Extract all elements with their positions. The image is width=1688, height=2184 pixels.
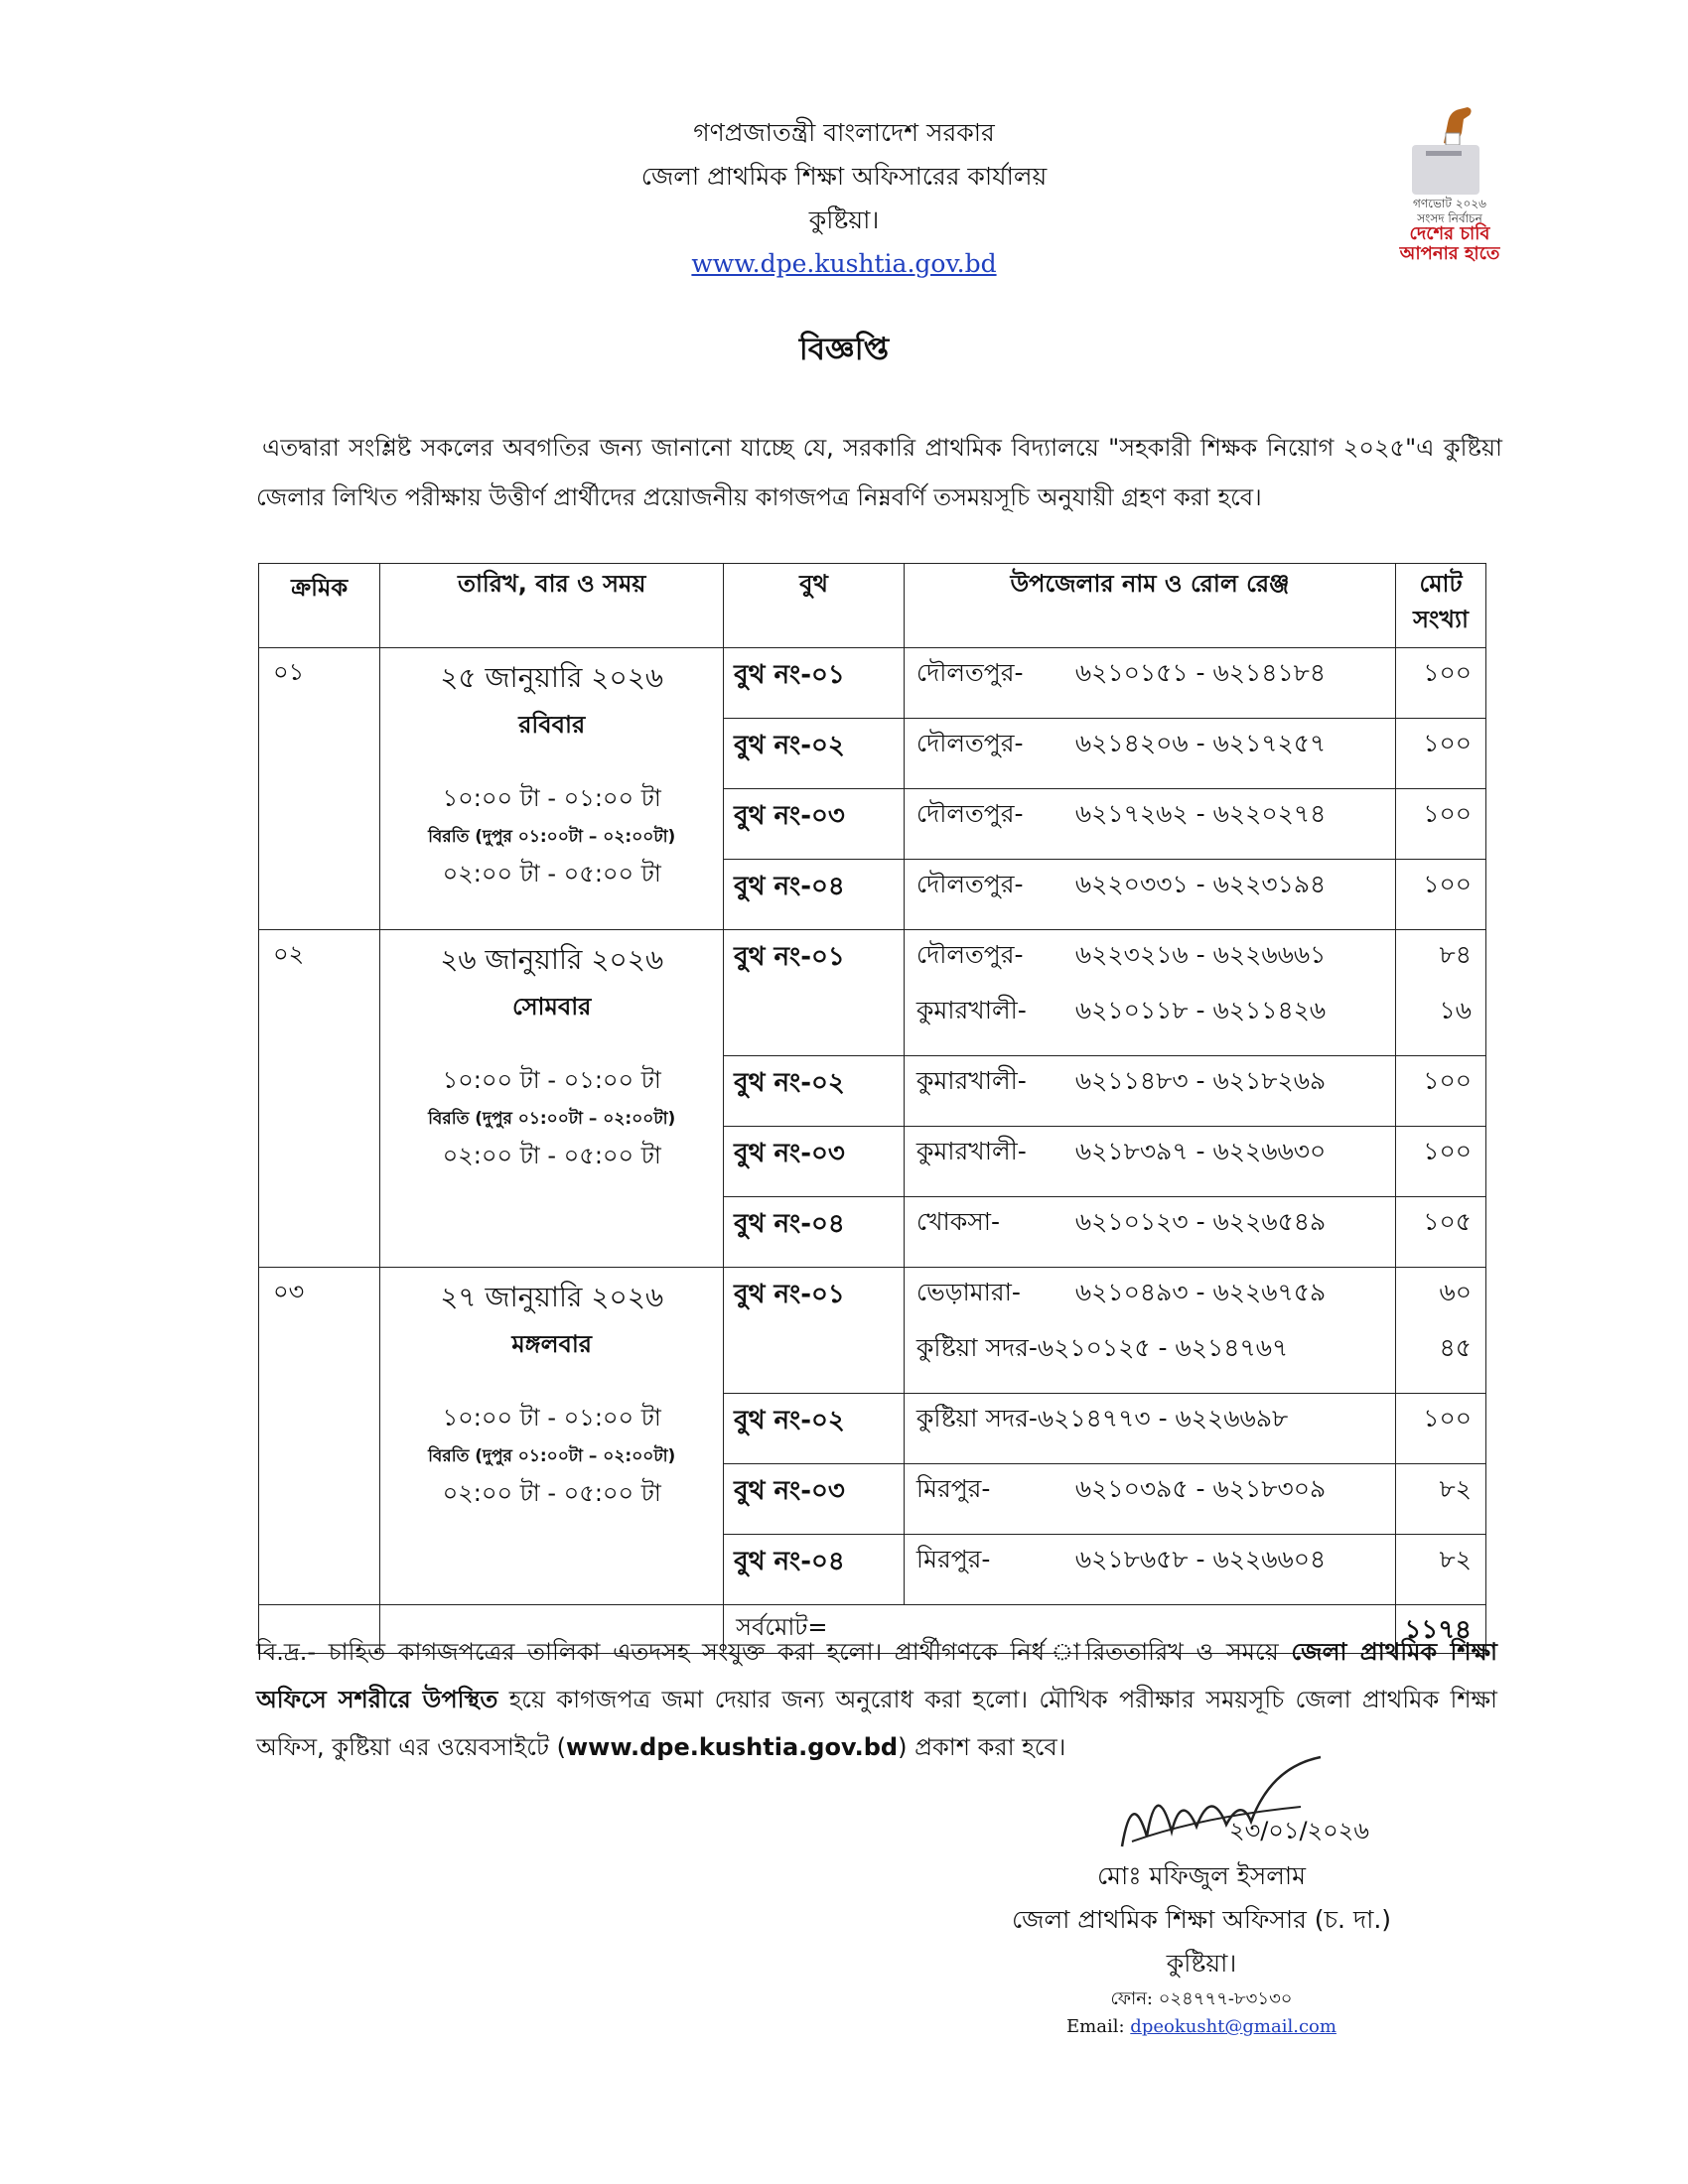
candidate-count: ১০০ (1423, 870, 1472, 898)
upazila-name: ভেড়ামারা- (915, 1278, 1021, 1306)
roll-range: ৬২২০৩৩১ - ৬২২৩১৯৪ (1074, 870, 1327, 898)
count-cell (1396, 860, 1486, 930)
signature-date: ২৩/০১/২০২৬ (1229, 1817, 1369, 1844)
date-cell (380, 1268, 724, 1605)
booth-cell: বুথ নং-০২ (724, 1394, 905, 1464)
range-cell (904, 1464, 1395, 1535)
booth-cell: বুথ নং-০৪ (724, 1197, 905, 1268)
candidate-count: ৬০ (1439, 1278, 1472, 1306)
candidate-count: ৪৫ (1439, 1333, 1472, 1362)
range-cell (904, 1268, 1395, 1394)
note-paragraph: বি.দ্র.- চাহিত কাগজপত্রের তালিকা এতদসহ সংযুক্ত করা হলো। প্রার্থীগণকে নির্ধ ারিততারিখ ও সময়ে জেলা প্রাথমিক শিক্ষা অফিসে সশরীরে উপস্থিত হয়ে কাগজপত্র জমা দেয়ার জন্য অনুরোধ করা হলো। মৌখিক পরীক্ষার সময়সূচি জেলা প্রাথমিক শিক্ষা অফিস, কুষ্টিয়া এর ওয়েবসাইটে (www.dpe.kushtia.gov.bd) প্রকাশ করা হবে। (256, 1638, 1497, 1761)
upazila-name: মিরপুর- (915, 1545, 991, 1573)
header-range: উপজেলার নাম ও রোল রেঞ্জ (904, 564, 1395, 648)
range-cell (904, 1394, 1395, 1464)
total-value: ১১৭৪ (1396, 1605, 1486, 1654)
date-cell (380, 930, 724, 1268)
upazila-name: দৌলতপুর- (915, 940, 1024, 969)
range-cell (904, 1535, 1395, 1605)
count-cell (1396, 1464, 1486, 1535)
candidate-count: ১০০ (1423, 799, 1472, 828)
count-cell (1396, 1394, 1486, 1464)
booth-cell: বুথ নং-০৪ (724, 860, 905, 930)
roll-range: ৬২১০১২৩ - ৬২২৬৫৪৯ (1074, 1207, 1327, 1236)
serial-cell: ০১ (259, 648, 380, 930)
upazila-name: দৌলতপুর- (915, 729, 1024, 757)
upazila-name: কুষ্টিয়া সদর- (915, 1333, 1038, 1362)
range-cell (904, 1056, 1395, 1127)
phone-number: ফোন: ০২৪৭৭৭-৮৩১৩০ (1110, 1988, 1293, 2009)
count-cell (1396, 1056, 1486, 1127)
booth-cell: বুথ নং-০১ (724, 930, 905, 1056)
candidate-count: ১৬ (1439, 996, 1472, 1024)
range-cell (904, 789, 1395, 860)
booth-cell: বুথ নং-০৪ (724, 1535, 905, 1605)
upazila-name: মিরপুর- (915, 1474, 991, 1503)
upazila-name: দৌলতপুর- (915, 799, 1024, 828)
header-count: মোট সংখ্যা (1396, 564, 1486, 648)
upazila-name: খোকসা- (915, 1207, 1001, 1236)
time-slot-afternoon: ০২:০০ টা - ০৫:০০ টা (442, 1479, 661, 1507)
logo-line2: সংসদ নির্বাচন (1417, 211, 1482, 225)
upazila-name: কুমারখালী- (915, 996, 1027, 1024)
notice-title: বিজ্ঞপ্তি (798, 332, 890, 367)
roll-range: ৬২১৮৩৯৭ - ৬২২৬৬৩০ (1074, 1137, 1327, 1165)
email-link[interactable]: dpeokusht@gmail.com (1130, 2016, 1336, 2037)
booth-cell: বুথ নং-০১ (724, 1268, 905, 1394)
total-label: সর্বমোট= (724, 1605, 1396, 1654)
count-cell (1396, 1197, 1486, 1268)
header-date: তারিখ, বার ও সময় (380, 564, 724, 648)
signer-place: কুষ্টিয়া। (1166, 1949, 1237, 1978)
break-time: বিরতি (দুপুর ০১:০০টা – ০২:০০টা) (428, 827, 676, 847)
exam-date: ২৭ জানুয়ারি ২০২৬ (440, 1281, 664, 1313)
header-booth: বুথ (724, 564, 905, 648)
range-cell (904, 860, 1395, 930)
office-location: কুষ্টিয়া। (808, 205, 880, 234)
candidate-count: ১০০ (1423, 1066, 1472, 1095)
intro-paragraph: এতদ্বারা সংশ্লিষ্ট সকলের অবগতির জন্য জানানো যাচ্ছে যে, সরকারি প্রাথমিক বিদ্যালয়ে "সহকারী শিক্ষক নিয়োগ ২০২৫"এ কুষ্টিয়া জেলার লিখিত পরীক্ষায় উত্তীর্ণ প্রার্থীদের প্রয়োজনীয় কাগজপত্র নিম্নবর্ণি তসময়সূচি অনুযায়ী গ্রহণ করা হবে। (256, 434, 1502, 511)
signer-name: মোঃ মফিজুল ইসলাম (1096, 1861, 1307, 1890)
time-slot-morning: ১০:০০ টা - ০১:০০ টা (442, 784, 661, 812)
candidate-count: ৮২ (1439, 1474, 1472, 1503)
roll-range: ৬২১০৪৯৩ - ৬২২৬৭৫৯ (1074, 1278, 1327, 1306)
booth-cell: বুথ নং-০৩ (724, 1127, 905, 1197)
booth-cell: বুথ নং-০৩ (724, 789, 905, 860)
govt-name: গণপ্রজাতন্ত্রী বাংলাদেশ সরকার (693, 118, 995, 147)
roll-range: ৬২১৮৬৫৮ - ৬২২৬৬০৪ (1074, 1545, 1327, 1573)
count-cell (1396, 1268, 1486, 1394)
website-link[interactable]: www.dpe.kushtia.gov.bd (691, 249, 997, 278)
range-cell (904, 1197, 1395, 1268)
note-bold-website: www.dpe.kushtia.gov.bd (565, 1733, 899, 1761)
candidate-count: ১০০ (1423, 658, 1472, 687)
range-cell (904, 1127, 1395, 1197)
count-cell (1396, 930, 1486, 1056)
ballot-hand-icon (1434, 103, 1476, 149)
roll-range: ৬২১০৩৯৫ - ৬২১৮৩০৯ (1074, 1474, 1327, 1503)
upazila-name: কুমারখালী- (915, 1066, 1027, 1095)
table-row (259, 648, 1486, 719)
exam-weekday: সোমবার (511, 993, 592, 1021)
exam-date: ২৬ জানুয়ারি ২০২৬ (440, 943, 664, 976)
candidate-count: ১০০ (1423, 1137, 1472, 1165)
range-cell (904, 719, 1395, 789)
signer-designation: জেলা প্রাথমিক শিক্ষা অফিসার (চ. দা.) (1011, 1905, 1392, 1934)
count-cell (1396, 648, 1486, 719)
exam-weekday: মঙ্গলবার (511, 1330, 592, 1358)
time-slot-morning: ১০:০০ টা - ০১:০০ টা (442, 1404, 661, 1432)
upazila-name: কুষ্টিয়া সদর- (915, 1404, 1038, 1433)
candidate-count: ১০০ (1423, 1404, 1472, 1433)
logo-line1: গণভোট ২০২৬ (1413, 197, 1486, 210)
exam-date: ২৫ জানুয়ারি ২০২৬ (440, 661, 664, 694)
exam-weekday: রবিবার (518, 711, 586, 739)
upazila-name: দৌলতপুর- (915, 870, 1024, 898)
signer-block (914, 1854, 1489, 1985)
logo-line3: দেশের চাবি (1409, 223, 1490, 244)
upazila-name: কুমারখালী- (915, 1137, 1027, 1165)
serial-cell: ০৩ (259, 1268, 380, 1605)
count-cell (1396, 719, 1486, 789)
office-name: জেলা প্রাথমিক শিক্ষা অফিসারের কার্যালয় (640, 162, 1048, 191)
time-slot-afternoon: ০২:০০ টা - ০৫:০০ টা (442, 860, 661, 887)
table-row (259, 930, 1486, 1056)
booth-cell: বুথ নং-০২ (724, 719, 905, 789)
logo-line4: আপনার হাতে (1399, 243, 1500, 264)
break-time: বিরতি (দুপুর ০১:০০টা – ০২:০০টা) (428, 1109, 676, 1129)
date-cell (380, 648, 724, 930)
roll-range: ৬২১৪২০৬ - ৬২১৭২৫৭ (1074, 729, 1327, 757)
range-cell (904, 648, 1395, 719)
roll-range: ৬২১০১৫১ - ৬২১৪১৮৪ (1074, 658, 1327, 687)
count-cell (1396, 789, 1486, 860)
booth-cell: বুথ নং-০১ (724, 648, 905, 719)
note-bold-office: জেলা প্রাথমিক শিক্ষা অফিসে সশরীরে উপস্থিত (256, 1638, 1497, 1713)
schedule-table (258, 563, 1486, 1654)
upazila-name: দৌলতপুর- (915, 658, 1024, 687)
roll-range: ৬২১০১১৮ - ৬২১১৪২৬ (1074, 996, 1327, 1024)
roll-range: ৬২১৪৭৭৩ - ৬২২৬৬৯৮ (1037, 1404, 1289, 1433)
candidate-count: ৮৪ (1439, 940, 1472, 969)
time-slot-afternoon: ০২:০০ টা - ০৫:০০ টা (442, 1142, 661, 1169)
roll-range: ৬২১০১২৫ - ৬২১৪৭৬৭ (1037, 1333, 1289, 1362)
table-row (259, 1268, 1486, 1394)
count-cell (1396, 1535, 1486, 1605)
roll-range: ৬২১৭২৬২ - ৬২২০২৭৪ (1074, 799, 1327, 828)
contact-block: ফোন: ০২৪৭৭৭-৮৩১৩০ Email: dpeokusht@gmail.com (993, 1985, 1410, 2041)
header-serial: ক্রমিক (259, 564, 380, 648)
serial-cell: ০২ (259, 930, 380, 1268)
candidate-count: ১০৫ (1423, 1207, 1472, 1236)
table-header-row (259, 564, 1486, 648)
break-time: বিরতি (দুপুর ০১:০০টা – ০২:০০টা) (428, 1446, 676, 1466)
candidate-count: ৮২ (1439, 1545, 1472, 1573)
roll-range: ৬২২৩২১৬ - ৬২২৬৬৬১ (1074, 940, 1327, 969)
election-logo (1390, 99, 1509, 278)
count-cell (1396, 1127, 1486, 1197)
time-slot-morning: ১০:০০ টা - ০১:০০ টা (442, 1066, 661, 1094)
booth-cell: বুথ নং-০২ (724, 1056, 905, 1127)
candidate-count: ১০০ (1423, 729, 1472, 757)
booth-cell: বুথ নং-০৩ (724, 1464, 905, 1535)
range-cell (904, 930, 1395, 1056)
roll-range: ৬২১১৪৮৩ - ৬২১৮২৬৯ (1074, 1066, 1327, 1095)
